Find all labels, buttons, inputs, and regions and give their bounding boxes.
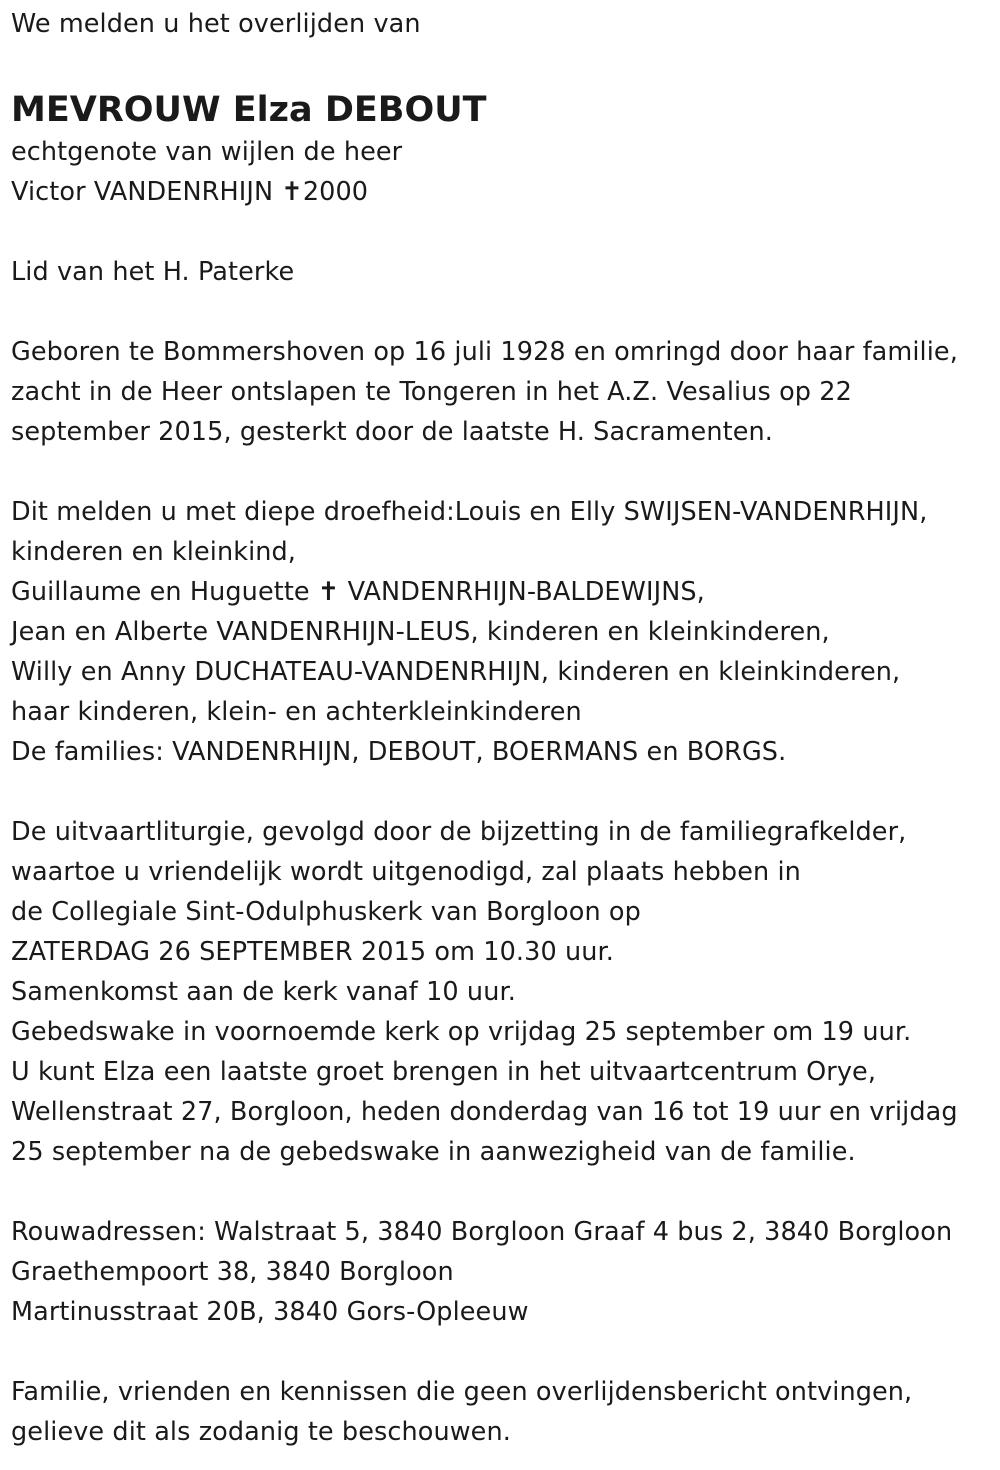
spacer	[11, 212, 996, 252]
paragraph-line: De families: VANDENRHIJN, DEBOUT, BOERMANS en BORGS.	[11, 737, 787, 767]
addresses-paragraph	[11, 1212, 996, 1332]
obituary-notice	[11, 4, 996, 1452]
closing-paragraph	[11, 1372, 996, 1452]
paragraph-line: Familie, vrienden en kennissen die geen overlijdensbericht ontvingen,	[11, 1377, 913, 1407]
intro-text: We melden u het overlijden van	[11, 9, 421, 39]
paragraph-line: Geboren te Bommershoven op 16 juli 1928 en omringd door haar familie,	[11, 337, 958, 367]
deceased-name: MEVROUW Elza DEBOUT	[11, 90, 487, 130]
spacer	[11, 292, 996, 332]
paragraph-line: U kunt Elza een laatste groet brengen in het uitvaartcentrum Orye,	[11, 1057, 877, 1087]
spacer	[11, 1172, 996, 1212]
paragraph-line: Willy en Anny DUCHATEAU-VANDENRHIJN, kinderen en kleinkinderen,	[11, 657, 901, 687]
paragraph-line: gelieve dit als zodanig te beschouwen.	[11, 1417, 511, 1447]
spacer	[11, 772, 996, 812]
paragraph-line: Graethempoort 38, 3840 Borgloon	[11, 1257, 454, 1287]
paragraph-line: zacht in de Heer ontslapen te Tongeren in het A.Z. Vesalius op 22	[11, 377, 852, 407]
paragraph-line: Dit melden u met diepe droefheid:Louis en Elly SWIJSEN-VANDENRHIJN,	[11, 497, 928, 527]
spouse-line: echtgenote van wijlen de heer	[11, 137, 403, 167]
paragraph-line: Guillaume en Huguette ✝ VANDENRHIJN-BALDEWIJNS,	[11, 577, 705, 607]
paragraph-line: waartoe u vriendelijk wordt uitgenodigd, zal plaats hebben in	[11, 857, 801, 887]
spacer	[11, 452, 996, 492]
paragraph-line: Rouwadressen: Walstraat 5, 3840 Borgloon Graaf 4 bus 2, 3840 Borgloon	[11, 1217, 953, 1247]
spacer	[11, 44, 996, 80]
paragraph-line: ZATERDAG 26 SEPTEMBER 2015 om 10.30 uur.	[11, 937, 614, 967]
paragraph-line: haar kinderen, klein- en achterkleinkinderen	[11, 697, 582, 727]
paragraph-line: Samenkomst aan de kerk vanaf 10 uur.	[11, 977, 516, 1007]
paragraph-line: september 2015, gesterkt door de laatste H. Sacramenten.	[11, 417, 773, 447]
paragraph-line: Wellenstraat 27, Borgloon, heden donderdag van 16 tot 19 uur en vrijdag	[11, 1097, 958, 1127]
paragraph-line: Gebedswake in voornoemde kerk op vrijdag 25 september om 19 uur.	[11, 1017, 912, 1047]
paragraph-line: de Collegiale Sint-Odulphuskerk van Borgloon op	[11, 897, 641, 927]
paragraph-line: 25 september na de gebedswake in aanwezigheid van de familie.	[11, 1137, 856, 1167]
spacer	[11, 1332, 996, 1372]
paragraph-line: kinderen en kleinkind,	[11, 537, 297, 567]
paragraph-line: Jean en Alberte VANDENRHIJN-LEUS, kinderen en kleinkinderen,	[11, 617, 830, 647]
spouse-line: Victor VANDENRHIJN ✝2000	[11, 177, 369, 207]
paragraph-line: Martinusstraat 20B, 3840 Gors-Opleeuw	[11, 1297, 529, 1327]
funeral-paragraph	[11, 812, 996, 1172]
birth-death-paragraph	[11, 332, 996, 452]
paragraph-line: De uitvaartliturgie, gevolgd door de bijzetting in de familiegrafkelder,	[11, 817, 907, 847]
family-paragraph	[11, 492, 996, 772]
membership-text: Lid van het H. Paterke	[11, 257, 295, 287]
